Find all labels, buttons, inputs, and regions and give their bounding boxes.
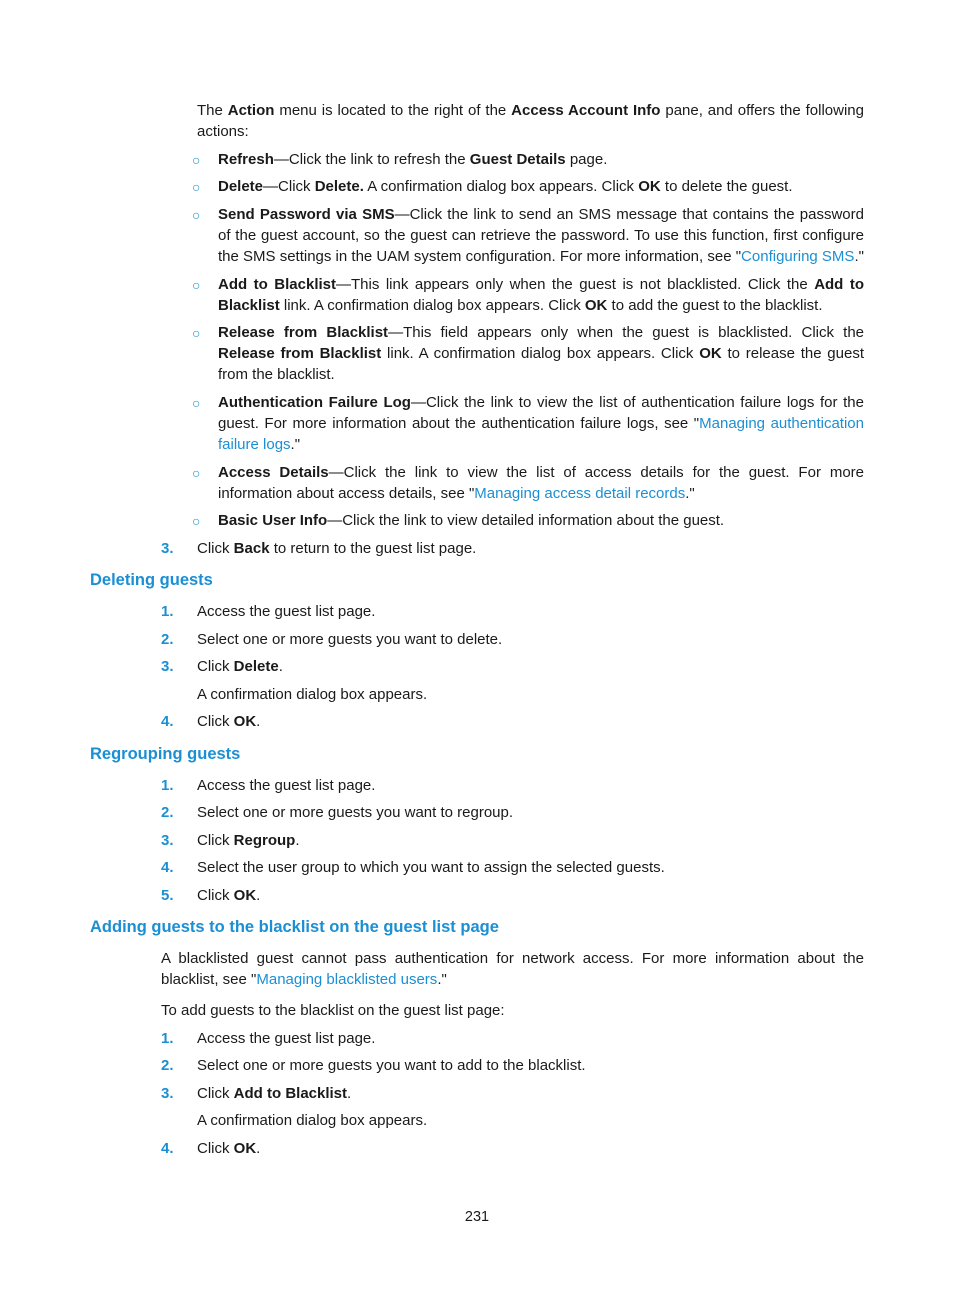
bullet-circle-icon: ○ xyxy=(192,325,201,341)
action-bold: OK xyxy=(584,297,608,314)
action-text xyxy=(218,510,864,531)
action-desc: page. xyxy=(565,151,608,168)
configuring-sms-link[interactable]: Configuring SMS xyxy=(741,248,855,265)
action-desc: to delete the guest. xyxy=(660,178,793,195)
step-number: 1. xyxy=(161,603,174,620)
action-term: Authentication Failure Log xyxy=(218,394,411,411)
step-number: 2. xyxy=(161,631,174,648)
action-text xyxy=(218,462,864,504)
step-note: A confirmation dialog box appears. xyxy=(197,1112,428,1129)
action-text xyxy=(218,392,864,455)
action-bold: OK xyxy=(638,178,661,195)
step-number: 1. xyxy=(161,1030,174,1047)
step-number: 5. xyxy=(161,887,174,904)
paragraph-text: ." xyxy=(437,971,447,988)
action-desc: ." xyxy=(290,436,301,453)
step-bold: OK xyxy=(233,887,257,904)
bullet-circle-icon: ○ xyxy=(192,277,201,293)
step-desc: Click xyxy=(197,1140,234,1157)
intro-bold: Action xyxy=(227,102,275,119)
action-text xyxy=(218,322,864,385)
action-term: Refresh xyxy=(218,151,274,168)
step-bold: Add to Blacklist xyxy=(233,1085,348,1102)
page-number: 231 xyxy=(464,1209,490,1225)
step-number: 2. xyxy=(161,804,174,821)
procedure-lead: To add guests to the blacklist on the guest list page: xyxy=(161,1002,505,1019)
step-number: 2. xyxy=(161,1057,174,1074)
intro-paragraph xyxy=(197,100,864,142)
action-term: Access Details xyxy=(218,464,329,481)
step-desc: Click xyxy=(197,887,234,904)
step-desc: Click xyxy=(197,658,234,675)
step-desc: to return to the guest list page. xyxy=(269,540,477,557)
action-bold: Add to Blacklist xyxy=(218,276,864,314)
bullet-circle-icon: ○ xyxy=(192,395,201,411)
step-bold: OK xyxy=(233,1140,257,1157)
action-term: Release from Blacklist xyxy=(218,324,389,341)
action-desc: to add the guest to the blacklist. xyxy=(607,297,823,314)
step-text xyxy=(197,885,864,906)
step-text: Access the guest list page. xyxy=(197,1030,376,1047)
step-text xyxy=(197,656,864,677)
action-bold: Guest Details xyxy=(469,151,566,168)
bullet-circle-icon: ○ xyxy=(192,207,201,223)
blacklist-description xyxy=(161,948,864,990)
action-text xyxy=(218,149,864,170)
action-bold: OK xyxy=(699,345,722,362)
step-text xyxy=(197,830,864,851)
action-term: Send Password via SMS xyxy=(218,206,395,223)
action-desc: —This link appears only when the guest is not blacklisted. Click the xyxy=(336,276,815,293)
action-desc: link. A confirmation dialog box appears. Click xyxy=(279,297,585,314)
action-desc: A confirmation dialog box appears. Click xyxy=(363,178,639,195)
step-desc: . xyxy=(347,1085,352,1102)
action-desc: —Click the link to refresh the xyxy=(273,151,470,168)
action-bold: Delete. xyxy=(314,178,364,195)
step-desc: Click xyxy=(197,713,234,730)
bullet-circle-icon: ○ xyxy=(192,465,201,481)
action-desc: —Click the link to view detailed information about the guest. xyxy=(327,512,725,529)
step-text xyxy=(197,1138,864,1159)
step-text: Access the guest list page. xyxy=(197,603,376,620)
step-number: 3. xyxy=(161,658,174,675)
step-number: 3. xyxy=(161,1085,174,1102)
step-bold: Back xyxy=(233,540,270,557)
managing-access-detail-records-link[interactable]: Managing access detail records xyxy=(474,485,686,502)
step-text: Select one or more guests you want to delete. xyxy=(197,631,503,648)
action-desc: link. A confirmation dialog box appears. Click xyxy=(381,345,700,362)
intro-text: The xyxy=(197,102,228,119)
action-bold: Release from Blacklist xyxy=(218,345,382,362)
step-text: Access the guest list page. xyxy=(197,777,376,794)
action-desc: —This field appears only when the guest is blacklisted. Click the xyxy=(388,324,865,341)
step-number: 1. xyxy=(161,777,174,794)
action-term: Basic User Info xyxy=(218,512,328,529)
bullet-circle-icon: ○ xyxy=(192,513,201,529)
bullet-circle-icon: ○ xyxy=(192,179,201,195)
step-desc: Click xyxy=(197,1085,234,1102)
heading-regrouping-guests: Regrouping guests xyxy=(90,745,241,763)
step-text: Select one or more guests you want to add to the blacklist. xyxy=(197,1057,586,1074)
action-text xyxy=(218,176,864,197)
intro-text: menu is located to the right of the xyxy=(274,102,512,119)
action-desc: ." xyxy=(685,485,695,502)
step-text: Select the user group to which you want to assign the selected guests. xyxy=(197,859,665,876)
step-desc: . xyxy=(256,887,261,904)
step-desc: Click xyxy=(197,832,234,849)
step-desc: . xyxy=(295,832,300,849)
action-desc: —Click the link to view the list of authentication failure logs for the guest. For more information about the authentication failure logs, see " xyxy=(218,394,864,432)
step-desc: . xyxy=(256,1140,261,1157)
step-bold: OK xyxy=(233,713,257,730)
action-term: Add to Blacklist xyxy=(218,276,337,293)
step-bold: Delete xyxy=(233,658,279,675)
step-note: A confirmation dialog box appears. xyxy=(197,686,428,703)
action-desc: —Click the link to view the list of access details for the guest. For more information about access details, see " xyxy=(218,464,864,502)
step-text: Select one or more guests you want to regroup. xyxy=(197,804,514,821)
action-desc: to release the guest from the blacklist. xyxy=(218,345,865,383)
heading-adding-guests-to-blacklist: Adding guests to the blacklist on the guest list page xyxy=(90,918,499,936)
step-number: 4. xyxy=(161,713,174,730)
intro-bold: Access Account Info xyxy=(511,102,661,119)
action-term: Delete xyxy=(218,178,264,195)
step-number: 4. xyxy=(161,1140,174,1157)
managing-blacklisted-users-link[interactable]: Managing blacklisted users xyxy=(256,971,438,988)
intro-text: pane, and offers the following actions: xyxy=(197,102,864,140)
heading-deleting-guests: Deleting guests xyxy=(90,571,213,589)
action-desc: —Click the link to send an SMS message that contains the password of the guest account, so the guest can retrieve the password. To use this function, first configure the SMS settings in the UAM system configuration. For more information, see " xyxy=(218,206,864,265)
action-desc: —Click xyxy=(263,178,315,195)
step-desc: . xyxy=(256,713,261,730)
step-bold: Regroup xyxy=(233,832,296,849)
step-number: 3. xyxy=(161,832,174,849)
step-text xyxy=(197,538,864,559)
step-desc: . xyxy=(278,658,283,675)
action-text xyxy=(218,274,864,316)
paragraph-text: A blacklisted guest cannot pass authentication for network access. For more information about the blacklist, see " xyxy=(161,950,864,988)
step-desc: Click xyxy=(197,540,234,557)
step-text xyxy=(197,711,864,732)
bullet-circle-icon: ○ xyxy=(192,152,201,168)
step-number: 4. xyxy=(161,859,174,876)
action-text xyxy=(218,204,864,267)
step-text xyxy=(197,1083,864,1104)
managing-auth-failure-logs-link[interactable]: Managing authentication failure logs xyxy=(218,415,864,453)
step-number: 3. xyxy=(161,540,174,557)
action-desc: ." xyxy=(854,248,864,265)
